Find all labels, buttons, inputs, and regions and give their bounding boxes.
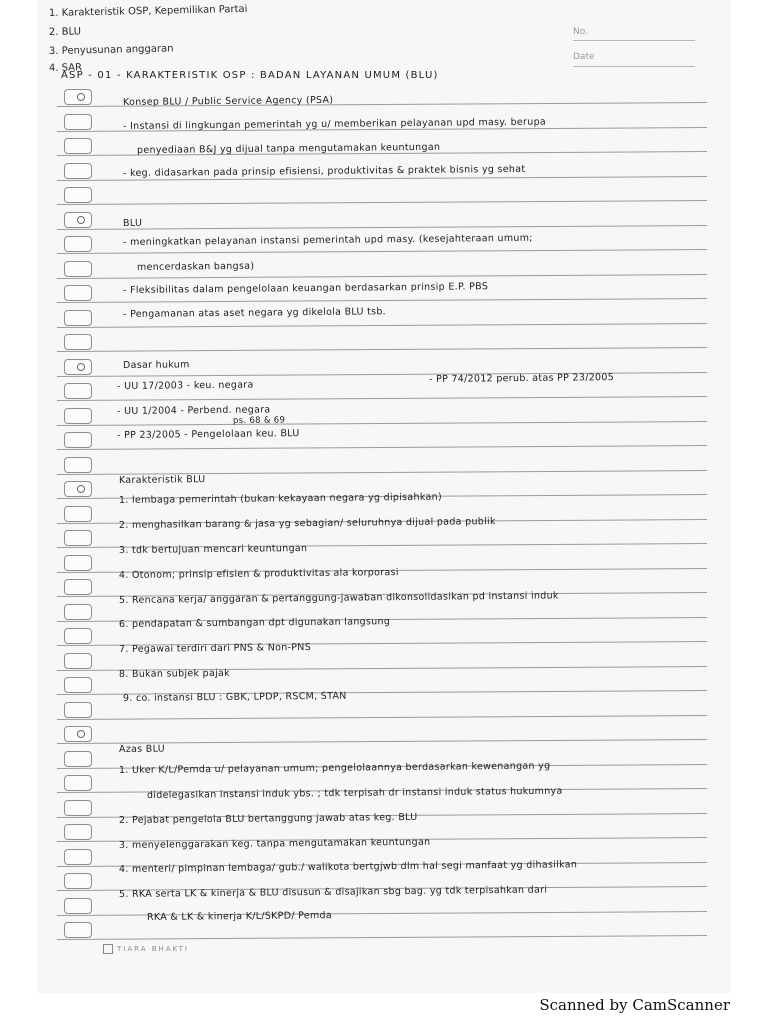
ruled-line xyxy=(57,935,707,940)
ruled-line xyxy=(57,249,707,254)
ruled-line xyxy=(57,347,707,352)
no-line xyxy=(573,40,695,41)
dasar-line: - UU 1/2004 - Perbend. negara xyxy=(116,404,271,417)
circle-mark-icon xyxy=(77,93,85,101)
karakteristik-item: 9. co. instansi BLU : GBK, LPDP, RSCM, STAN xyxy=(122,690,347,704)
footer-brand: TIARA BHAKTI xyxy=(117,945,189,953)
azas-item: 1. Uker K/L/Pemda u/ pelayanan umum; pengelolaannya berdasarkan kewenangan yg xyxy=(118,760,551,776)
ruled-line xyxy=(57,445,707,450)
circle-mark-icon xyxy=(77,363,85,371)
checkbox[interactable] xyxy=(64,530,92,546)
checkbox[interactable] xyxy=(64,334,92,350)
circle-mark-icon xyxy=(77,485,85,493)
checkbox[interactable] xyxy=(64,138,92,154)
header-item-3: 3. Penyusunan anggaran xyxy=(48,43,174,57)
header-item-2: 2. BLU xyxy=(48,26,82,38)
camscanner-watermark: Scanned by CamScanner xyxy=(539,996,730,1014)
checkbox[interactable] xyxy=(64,383,92,399)
section-heading-konsep: Konsep BLU / Public Service Agency (PSA) xyxy=(122,94,334,108)
ruled-line xyxy=(57,200,707,205)
section-heading-azas: Azas BLU xyxy=(118,743,166,755)
checkbox[interactable] xyxy=(64,236,92,252)
karakteristik-item: 2. menghasilkan barang & jasa yg sebagian/ seluruhnya dijual pada publik xyxy=(118,516,496,531)
konsep-line: - Instansi di lingkungan pemerintah yg u/ memberikan pelayanan upd masy. berupa xyxy=(122,116,547,132)
checkbox[interactable] xyxy=(64,187,92,203)
karakteristik-item: 4. Otonom; prinsip efisien & produktivitas ala korporasi xyxy=(118,567,399,581)
date-label: Date xyxy=(573,52,595,62)
date-line xyxy=(573,66,695,67)
checkbox[interactable] xyxy=(64,702,92,718)
checkbox[interactable] xyxy=(64,432,92,448)
checkbox[interactable] xyxy=(64,922,92,938)
checkbox[interactable] xyxy=(64,555,92,571)
checkbox[interactable] xyxy=(64,457,92,473)
checkbox[interactable] xyxy=(64,506,92,522)
blu-line: - meningkatkan pelayanan instansi pemerintah upd masy. (kesejahteraan umum; xyxy=(122,232,533,248)
blu-line: mencerdaskan bangsa) xyxy=(136,260,255,273)
konsep-line: - keg. didasarkan pada prinsip efisiensi, produktivitas & praktek bisnis yg sehat xyxy=(122,163,526,179)
page-title: ASP - 01 - KARAKTERISTIK OSP : BADAN LAYANAN UMUM (BLU) xyxy=(61,70,439,81)
checkbox[interactable] xyxy=(64,408,92,424)
karakteristik-item: 3. tdk bertujuan mencari keuntungan xyxy=(118,543,308,556)
section-heading-karakteristik: Karakteristik BLU xyxy=(118,474,206,486)
karakteristik-item: 6. pendapatan & sumbangan dpt digunakan langsung xyxy=(118,616,391,630)
dasar-line: - PP 23/2005 - Pengelolaan keu. BLU xyxy=(116,428,300,441)
dasar-line: - UU 17/2003 - keu. negara xyxy=(116,379,254,392)
checkbox[interactable] xyxy=(64,873,92,889)
ruled-line xyxy=(57,323,707,328)
ruled-line xyxy=(57,396,707,401)
karakteristik-item: 5. Rencana kerja/ anggaran & pertanggung-jawaban dikonsolidasikan pd instansi induk xyxy=(118,590,559,606)
ruled-line xyxy=(57,421,707,426)
checkbox[interactable] xyxy=(64,653,92,669)
no-label: No. xyxy=(573,27,588,37)
checkbox[interactable] xyxy=(64,775,92,791)
checkbox[interactable] xyxy=(64,579,92,595)
notebook-page xyxy=(37,0,731,993)
azas-item: RKA & LK & kinerja K/L/SKPD/ Pemda xyxy=(146,910,333,923)
header-item-1: 1. Karakteristik OSP, Kepemilikan Partai xyxy=(48,3,248,19)
ruled-line xyxy=(57,298,707,303)
ruled-line xyxy=(57,225,707,230)
blu-line: - Fleksibilitas dalam pengelolaan keuangan berdasarkan prinsip E.P. PBS xyxy=(122,281,489,296)
checkbox[interactable] xyxy=(64,604,92,620)
azas-item: 2. Pejabat pengelola BLU bertanggung jawab atas keg. BLU xyxy=(118,811,418,826)
dasar-line: - PP 74/2012 perub. atas PP 23/2005 xyxy=(428,372,615,385)
checkbox[interactable] xyxy=(64,800,92,816)
brand-logo-icon xyxy=(103,944,113,954)
header-item-4: 4. SAR xyxy=(48,62,83,74)
checkbox[interactable] xyxy=(64,751,92,767)
blu-line: - Pengamanan atas aset negara yg dikelola BLU tsb. xyxy=(122,306,387,320)
azas-item: 3. menyelenggarakan keg. tanpa mengutamakan keuntungan xyxy=(118,836,431,851)
checkbox[interactable] xyxy=(64,285,92,301)
dasar-line: ps. 68 & 69 xyxy=(232,415,286,426)
checkbox[interactable] xyxy=(64,677,92,693)
azas-item: 4. menteri/ pimpinan lembaga/ gub./ walikota bertgjwb dlm hal segi manfaat yg dihasilkan xyxy=(118,859,578,875)
checkbox[interactable] xyxy=(64,849,92,865)
section-heading-blu: BLU xyxy=(122,217,143,229)
checkbox[interactable] xyxy=(64,824,92,840)
checkbox[interactable] xyxy=(64,261,92,277)
ruled-line xyxy=(57,715,707,720)
checkbox[interactable] xyxy=(64,114,92,130)
circle-mark-icon xyxy=(77,730,85,738)
section-heading-dasar: Dasar hukum xyxy=(122,359,190,371)
azas-item: 5. RKA serta LK & kinerja & BLU disusun & disajikan sbg bag. yg tdk terpisahkan dari xyxy=(118,884,548,900)
karakteristik-item: 7. Pegawai terdiri dari PNS & Non-PNS xyxy=(118,641,312,655)
circle-mark-icon xyxy=(77,216,85,224)
karakteristik-item: 8. Bukan subjek pajak xyxy=(118,667,231,680)
checkbox[interactable] xyxy=(64,163,92,179)
checkbox[interactable] xyxy=(64,898,92,914)
checkbox[interactable] xyxy=(64,310,92,326)
checkbox[interactable] xyxy=(64,628,92,644)
konsep-line: penyediaan B&J yg dijual tanpa mengutamakan keuntungan xyxy=(136,141,441,156)
ruled-line xyxy=(57,274,707,279)
karakteristik-item: 1. lembaga pemerintah (bukan kekayaan negara yg dipisahkan) xyxy=(118,491,442,506)
azas-item: didelegasikan instansi induk ybs. ; tdk terpisah dr instansi induk status hukumnya xyxy=(146,785,563,801)
